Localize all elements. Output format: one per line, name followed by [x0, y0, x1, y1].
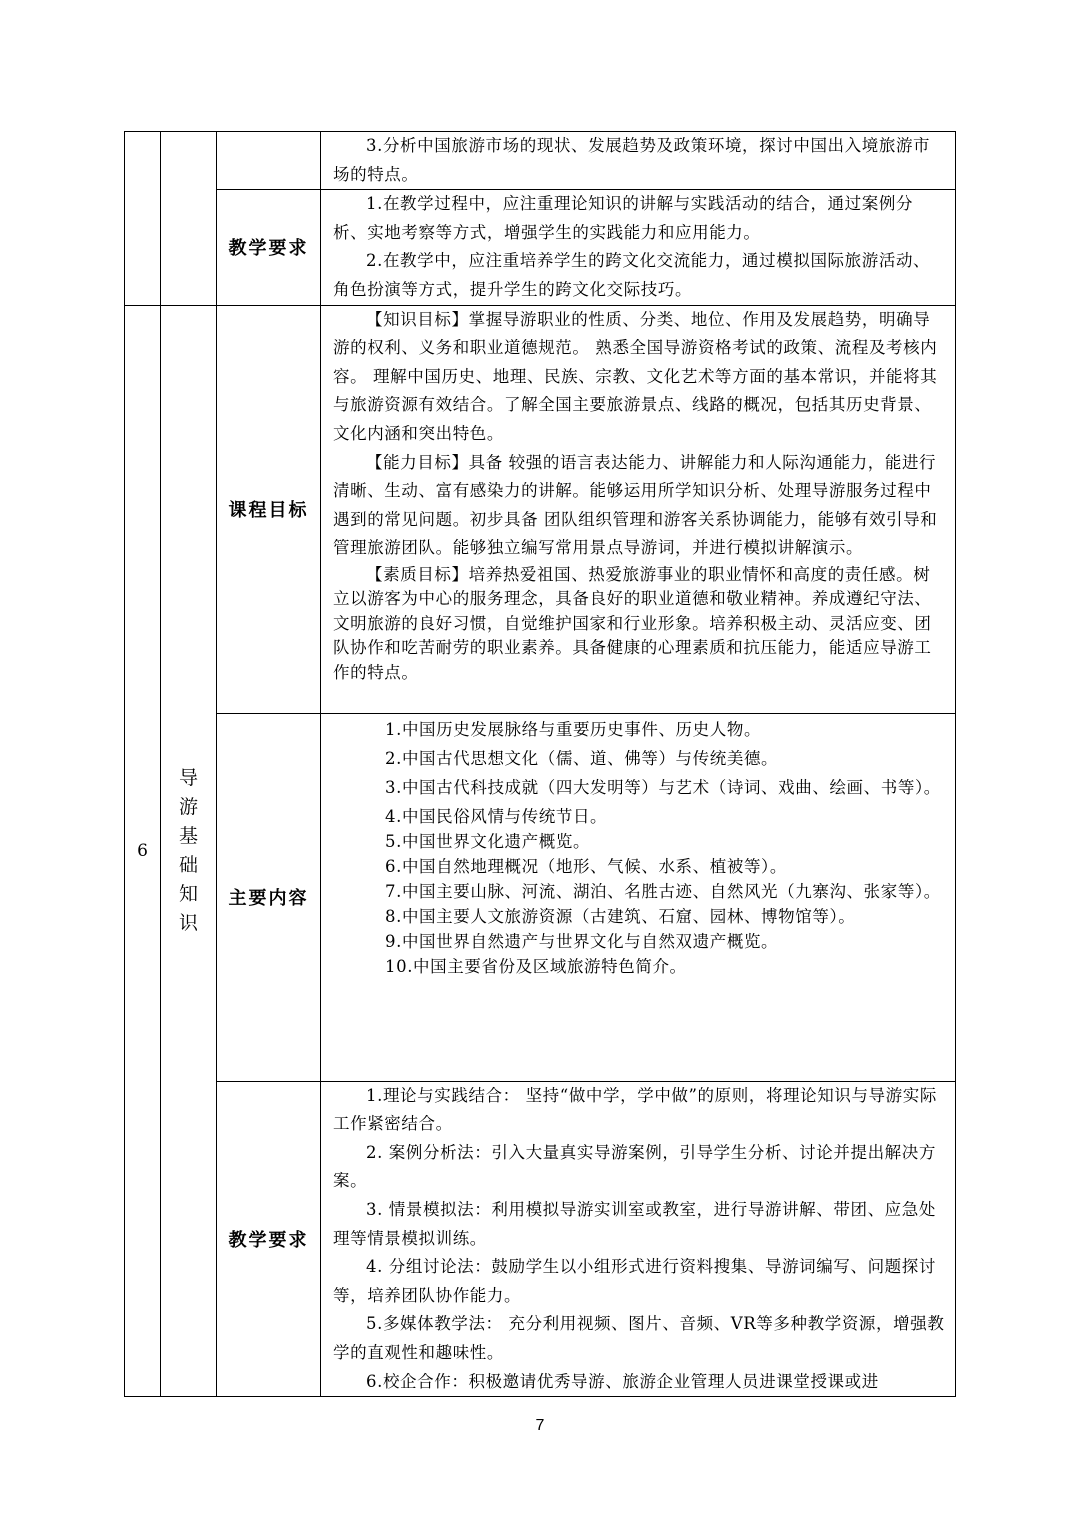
course-name-char: 游	[178, 795, 198, 818]
content-item: 2.中国古代思想文化（儒、道、佛等）与传统美德。	[385, 748, 779, 768]
table-row-prev-content	[125, 132, 956, 190]
course-name	[161, 305, 217, 1397]
requirement-item: 3. 情景模拟法：利用模拟导游实训室或教室，进行导游讲解、带团、应急处理等情景模拟训练。	[333, 1199, 936, 1248]
goals-cell	[321, 305, 956, 713]
prev-content-cell	[321, 132, 956, 190]
requirement-item: 1.在教学过程中，应注重理论知识的讲解与实践活动的结合，通过案例分析、实地考察等方式，增强学生的实践能力和应用能力。	[333, 194, 914, 242]
ability-goal: 【能力目标】具备 较强的语言表达能力、讲解能力和人际沟通能力，能进行清晰、生动、富有感染力的讲解。能够运用所学知识分析、处理导游服务过程中遇到的常见问题。初步具备 团队组织管理和游客关系协调能力，能够有效引导和管理旅游团队。能够独立编写常用景点导游词，并进行模拟讲解演示。	[333, 452, 938, 558]
content-item: 4.中国民俗风情与传统节日。	[385, 806, 608, 826]
content-item: 10.中国主要省份及区域旅游特色简介。	[385, 956, 687, 976]
table-row-teaching-requirements	[125, 1081, 956, 1397]
course-name-char: 导	[178, 766, 198, 789]
row-label: 课程目标	[217, 305, 321, 713]
requirement-item: 5.多媒体教学法： 充分利用视频、图片、音频、VR等多种教学资源，增强教学的直观性和趣味性。	[333, 1314, 945, 1362]
row-label: 教学要求	[217, 1081, 321, 1397]
course-name-char: 基	[178, 824, 198, 847]
content-item: 3.中国古代科技成就（四大发明等）与艺术（诗词、戏曲、绘画、书等）。	[385, 777, 941, 797]
prev-content-text: 3.分析中国旅游市场的现状、发展趋势及政策环境，探讨中国出入境旅游市场的特点。	[333, 136, 931, 184]
curriculum-table	[124, 131, 956, 1397]
knowledge-goal: 【知识目标】掌握导游职业的性质、分类、地位、作用及发展趋势，明确导游的权利、义务和职业道德规范。 熟悉全国导游资格考试的政策、流程及考核内容。 理解中国历史、地理、民族、宗教、文化艺术等方面的基本常识，并能将其与旅游资源有效结合。了解全国主要旅游景点、线路的概况，包括其历史背景、文化内涵和突出特色。	[333, 309, 938, 443]
content-item: 9.中国世界自然遗产与世界文化与自然双遗产概览。	[385, 931, 779, 951]
course-name-char: 识	[178, 911, 198, 934]
course-name-char: 础	[178, 853, 198, 876]
prev-name-cell	[161, 132, 217, 306]
prev-label-cell	[217, 132, 321, 190]
prev-number-cell	[125, 132, 161, 306]
requirement-item: 1.理论与实践结合： 坚持“做中学，学中做”的原则，将理论知识与导游实际工作紧密结合。	[333, 1085, 937, 1134]
requirement-item: 2. 案例分析法：引入大量真实导游案例，引导学生分析、讨论并提出解决方案。	[333, 1142, 936, 1191]
content-item: 5.中国世界文化遗产概览。	[385, 831, 591, 851]
quality-goal: 【素质目标】培养热爱祖国、热爱旅游事业的职业情怀和高度的责任感。树立以游客为中心的服务理念，具备良好的职业道德和敬业精神。养成遵纪守法、文明旅游的良好习惯，自觉维护国家和行业形象。培养积极主动、灵活应变、团队协作和吃苦耐劳的职业素养。具备健康的心理素质和抗压能力，能适应导游工作的特点。	[333, 564, 932, 682]
course-number: 6	[125, 305, 161, 1397]
requirements-cell	[321, 1081, 956, 1397]
content-item: 7.中国主要山脉、河流、湖泊、名胜古迹、自然风光（九寨沟、张家等）。	[385, 881, 941, 901]
table-row-main-content	[125, 713, 956, 1081]
content-item: 8.中国主要人文旅游资源（古建筑、石窟、园林、博物馆等）。	[385, 906, 856, 926]
table-row-course-goals	[125, 305, 956, 713]
content-item: 1.中国历史发展脉络与重要历史事件、历史人物。	[385, 719, 762, 739]
row-label: 教学要求	[217, 190, 321, 305]
requirements-cell	[321, 190, 956, 305]
content-item: 6.中国自然地理概况（地形、气候、水系、植被等）。	[385, 856, 787, 876]
requirement-item: 4. 分组讨论法：鼓励学生以小组形式进行资料搜集、导游词编写、问题探讨等，培养团队协作能力。	[333, 1257, 936, 1305]
course-name-char: 知	[178, 882, 198, 905]
table-row-prev-requirements	[125, 190, 956, 305]
page-number: 7	[535, 1417, 545, 1434]
requirement-item: 6.校企合作：积极邀请优秀导游、旅游企业管理人员进课堂授课或进	[366, 1371, 879, 1391]
requirement-item: 2.在教学中，应注重培养学生的跨文化交流能力，通过模拟国际旅游活动、角色扮演等方式，提升学生的跨文化交际技巧。	[333, 251, 931, 299]
row-label: 主要内容	[217, 713, 321, 1081]
main-content-cell	[321, 713, 956, 1081]
